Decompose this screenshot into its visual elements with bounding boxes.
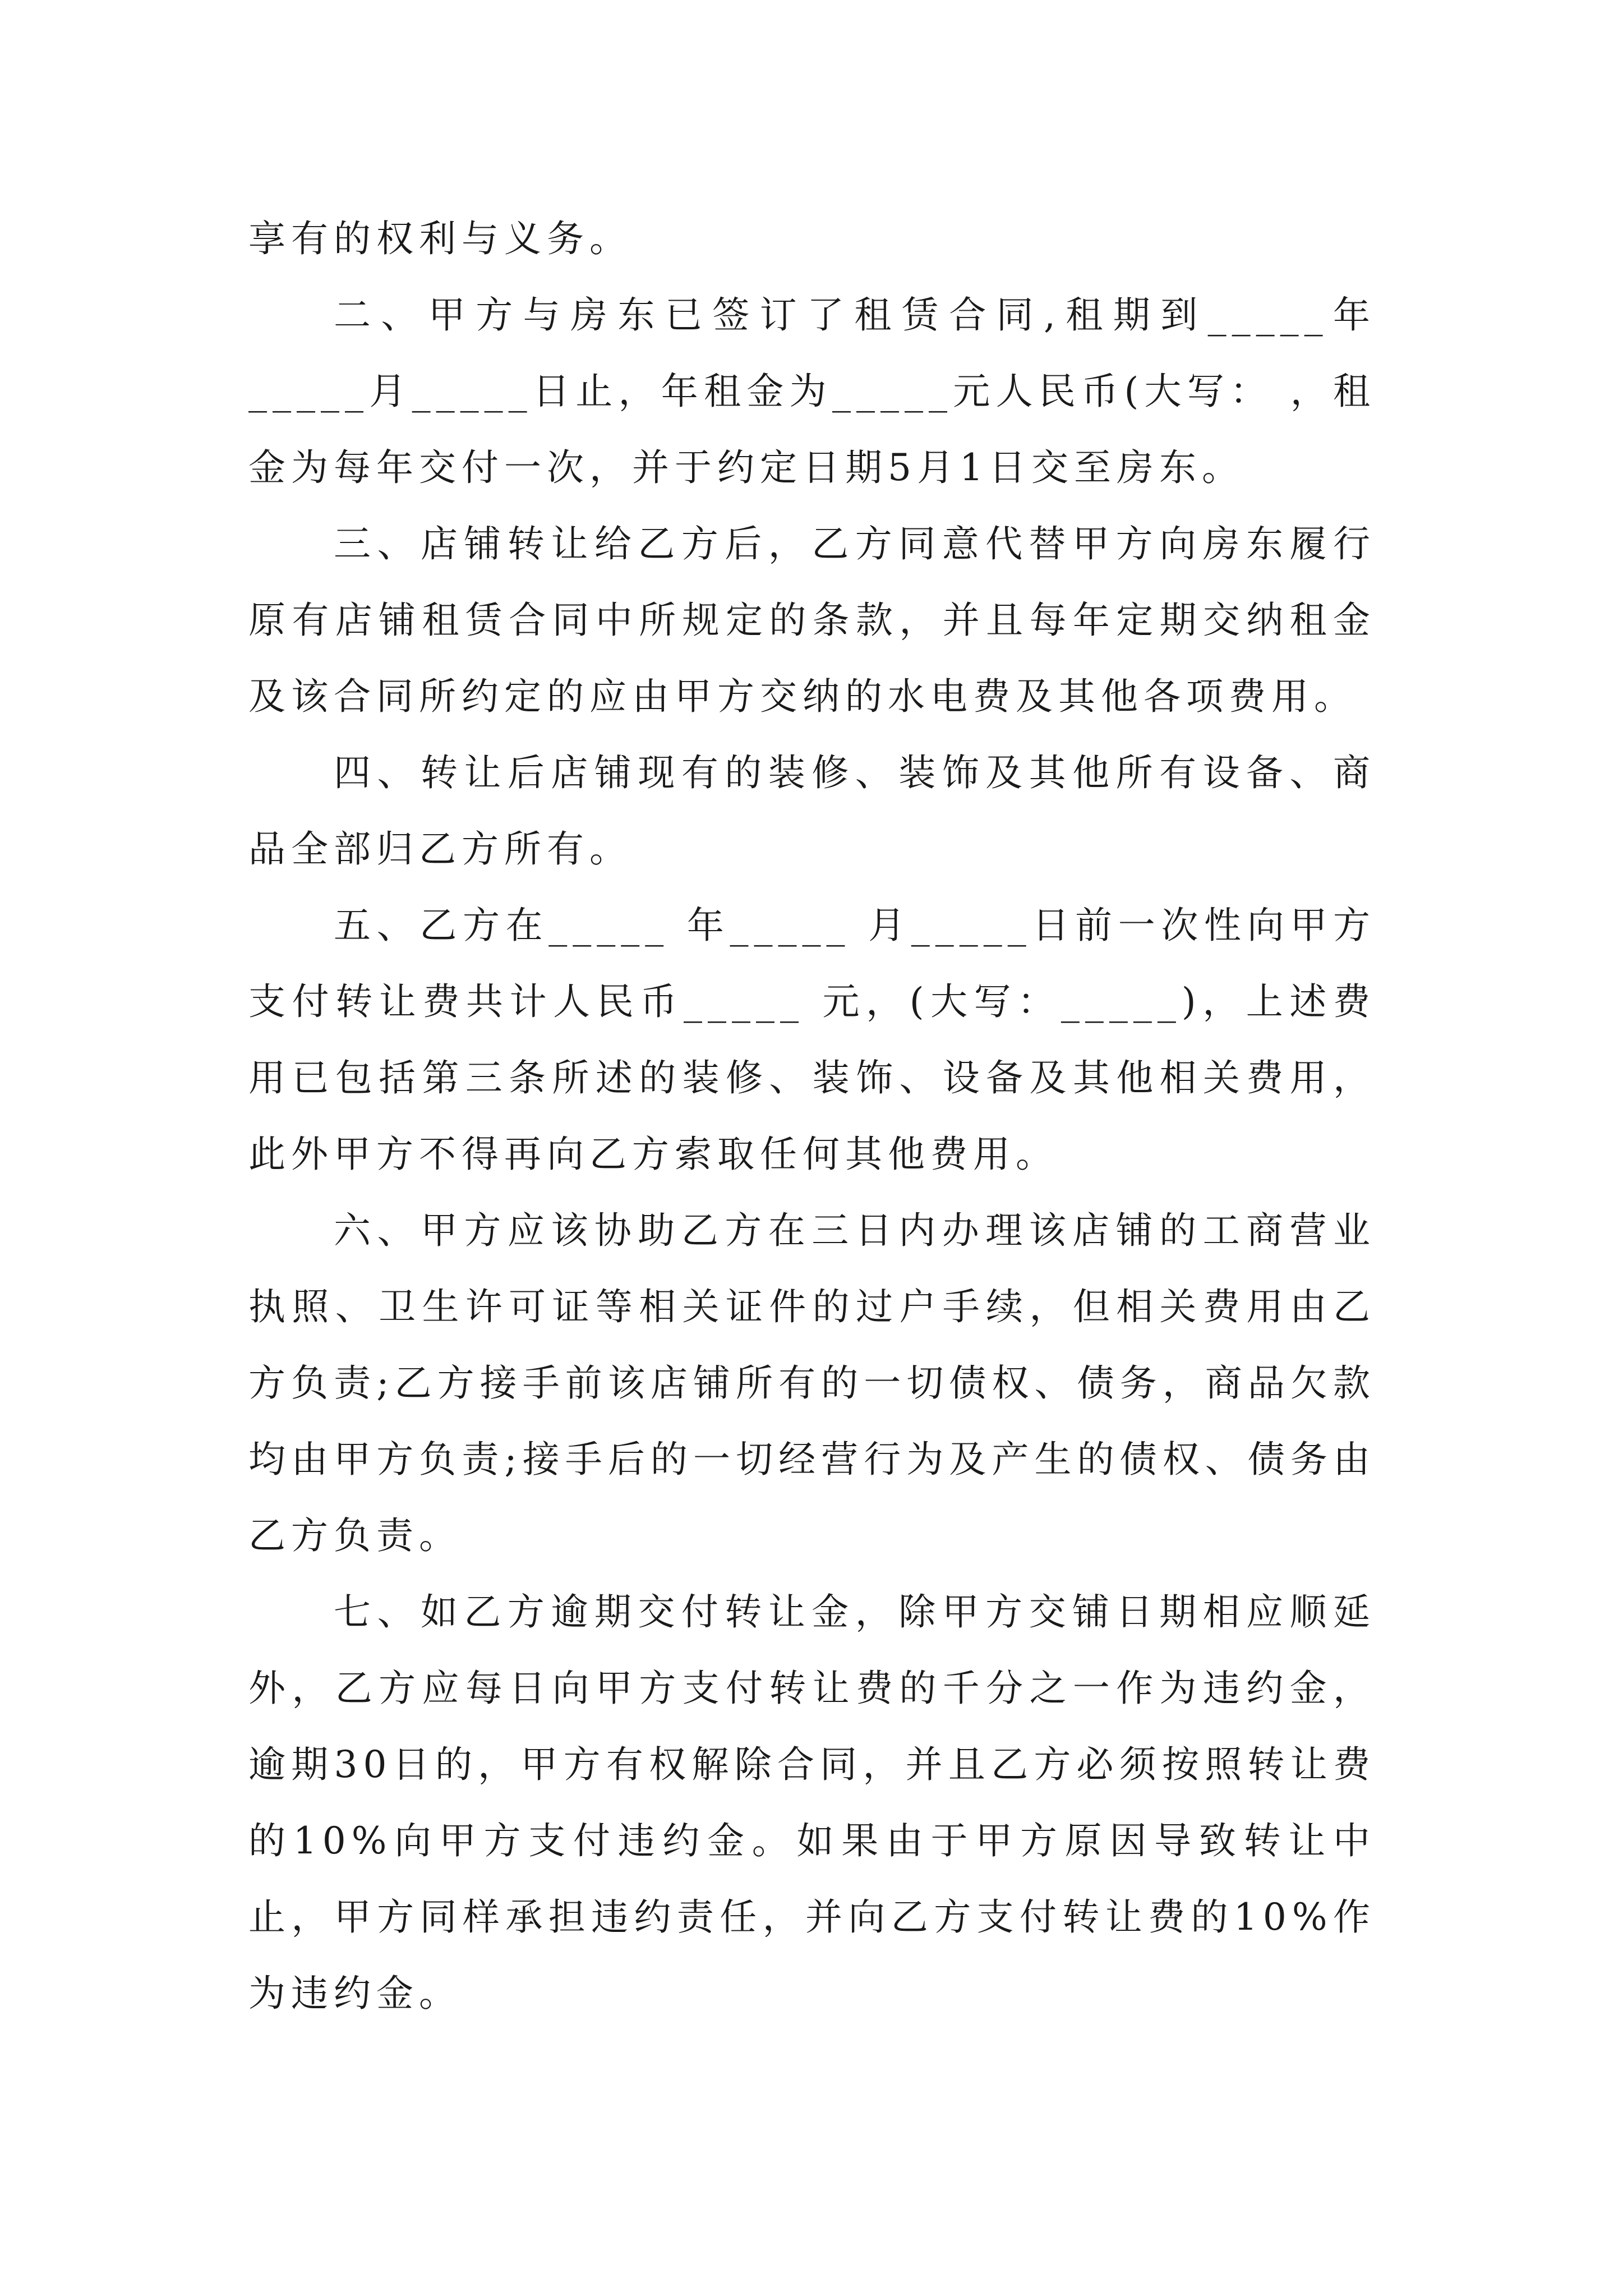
paragraph-clause-4-ownership: 四、转让后店铺现有的装修、装饰及其他所有设备、商品全部归乙方所有。 [248,751,1376,871]
paragraph-continuation: 享有的权利与义务。 [248,217,632,260]
paragraph-clause-7-penalty: 七、如乙方逾期交付转让金，除甲方交铺日期相应顺延外，乙方应每日向甲方支付转让费的千分之一作为违约金，逾期30日的，甲方有权解除合同，并且乙方必须按照转让费的10%向甲方支付违约金。如果由于甲方原因导致转让中止，甲方同样承担违约责任，并向乙方支付转让费的10%作为违约金。 [248,1590,1376,2015]
paragraph-clause-6-transfer: 六、甲方应该协助乙方在三日内办理该店铺的工商营业执照、卫生许可证等相关证件的过户手续，但相关费用由乙方负责;乙方接手前该店铺所有的一切债权、债务，商品欠款均由甲方负责;接手后的一切经营行为及产生的债权、债务由乙方负责。 [248,1209,1376,1557]
paragraph-clause-2-lease: 二、甲方与房东已签订了租赁合同,租期到_____年_____月_____日止，年租金为_____元人民币(大写： ，租金为每年交付一次，并于约定日期5月1日交至房东。 [248,293,1376,489]
paragraph-clause-3-obligations: 三、店铺转让给乙方后，乙方同意代替甲方向房东履行原有店铺租赁合同中所规定的条款，并且每年定期交纳租金及该合同所约定的应由甲方交纳的水电费及其他各项费用。 [248,522,1376,718]
paragraph-clause-5-payment: 五、乙方在_____ 年_____ 月_____日前一次性向甲方支付转让费共计人民币_____ 元，(大写：_____)，上述费用已包括第三条所述的装修、装饰、设备及其他相关费用，此外甲方不得再向乙方索取任何其他费用。 [248,904,1376,1176]
contract-body [248,201,1376,2032]
